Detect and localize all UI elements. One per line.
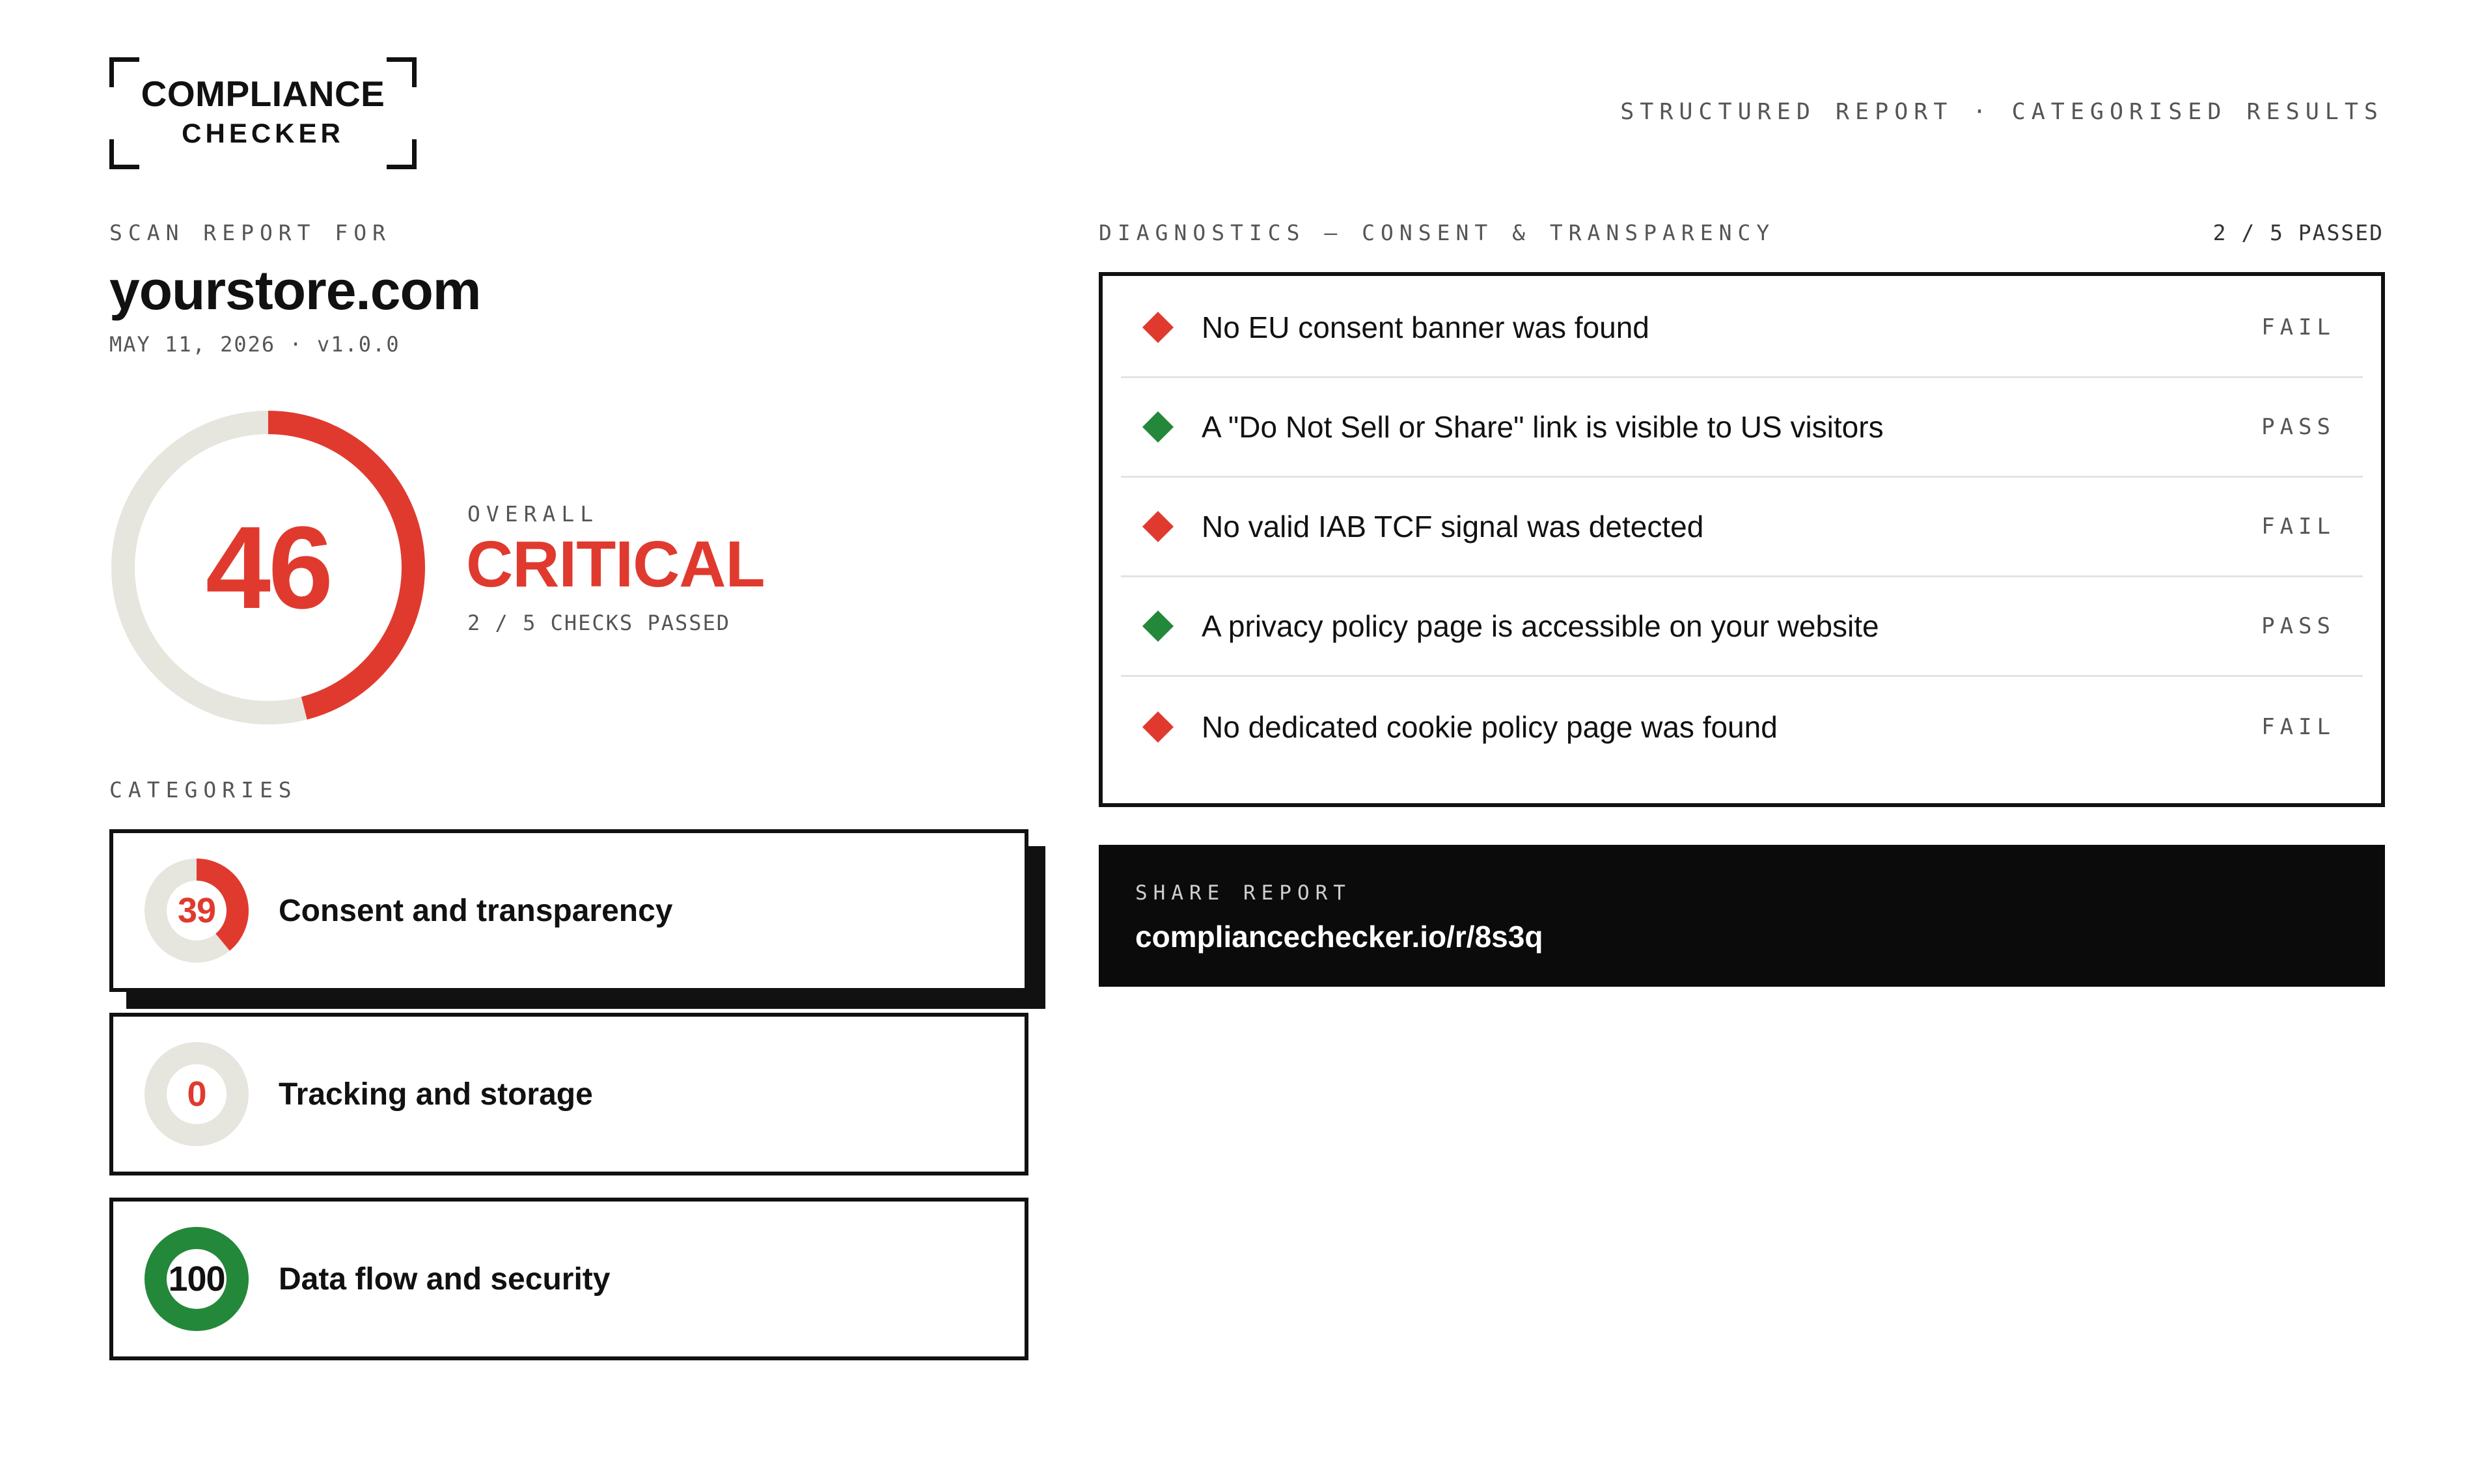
scan-meta: MAY 11, 2026 · v1.0.0 xyxy=(109,332,400,357)
diagnostic-row[interactable] xyxy=(1121,677,2363,776)
diagnostic-text: A privacy policy page is accessible on your website xyxy=(1202,609,1879,643)
categories-heading: CATEGORIES xyxy=(109,777,297,803)
overall-score-gauge xyxy=(109,409,427,726)
scanned-domain: yourstore.com xyxy=(109,260,481,321)
share-report-label: SHARE REPORT xyxy=(1135,881,1351,905)
category-score: 100 xyxy=(168,1259,225,1298)
category-card-data-flow[interactable] xyxy=(109,1198,1028,1360)
category-score-ring xyxy=(145,1042,249,1146)
overall-score-value: 46 xyxy=(205,502,331,633)
fail-diamond-icon xyxy=(1142,312,1174,343)
fail-diamond-icon xyxy=(1142,511,1174,542)
diagnostic-text: No dedicated cookie policy page was found xyxy=(1202,709,1778,744)
severity-rating: CRITICAL xyxy=(466,528,765,601)
diagnostic-status: FAIL xyxy=(2261,514,2335,540)
category-name: Tracking and storage xyxy=(279,1077,593,1112)
category-score: 0 xyxy=(187,1075,206,1114)
share-report-panel xyxy=(1099,845,2385,987)
header-tagline: STRUCTURED REPORT · CATEGORISED RESULTS xyxy=(1620,99,2384,125)
pass-diamond-icon xyxy=(1142,611,1174,642)
category-score-ring xyxy=(145,1227,249,1331)
category-name: Consent and transparency xyxy=(279,893,673,928)
fail-diamond-icon xyxy=(1142,711,1174,742)
diagnostics-pass-count: 2 / 5 PASSED xyxy=(2212,220,2384,245)
category-card-tracking[interactable] xyxy=(109,1013,1028,1175)
share-report-link[interactable]: compliancechecker.io/r/8s3q xyxy=(1135,920,1543,954)
diagnostic-row[interactable] xyxy=(1121,378,2363,478)
diagnostic-text: No EU consent banner was found xyxy=(1202,310,1649,344)
overall-label: OVERALL xyxy=(467,501,599,527)
category-card-consent[interactable] xyxy=(109,829,1028,992)
diagnostic-text: No valid IAB TCF signal was detected xyxy=(1202,510,1704,543)
diagnostic-status: PASS xyxy=(2261,414,2335,440)
logo-line-2: CHECKER xyxy=(182,118,344,148)
diagnostics-heading: DIAGNOSTICS — CONSENT & TRANSPARENCY xyxy=(1099,220,1776,245)
category-score: 39 xyxy=(177,891,216,930)
pass-diamond-icon xyxy=(1142,411,1174,443)
scan-report-label: SCAN REPORT FOR xyxy=(109,220,392,245)
app-logo xyxy=(109,57,417,169)
diagnostics-list xyxy=(1099,272,2385,807)
diagnostic-status: FAIL xyxy=(2261,713,2335,740)
diagnostic-status: FAIL xyxy=(2261,314,2335,340)
category-score-ring xyxy=(145,859,249,963)
category-name: Data flow and security xyxy=(279,1261,611,1297)
diagnostic-row[interactable] xyxy=(1121,478,2363,577)
logo-line-1: COMPLIANCE xyxy=(141,74,385,114)
diagnostic-status: PASS xyxy=(2261,613,2335,639)
diagnostic-row[interactable] xyxy=(1121,577,2363,677)
checks-passed-summary: 2 / 5 CHECKS PASSED xyxy=(467,611,731,635)
diagnostic-row[interactable] xyxy=(1121,279,2363,378)
diagnostic-text: A "Do Not Sell or Share" link is visible to US visitors xyxy=(1202,410,1884,444)
